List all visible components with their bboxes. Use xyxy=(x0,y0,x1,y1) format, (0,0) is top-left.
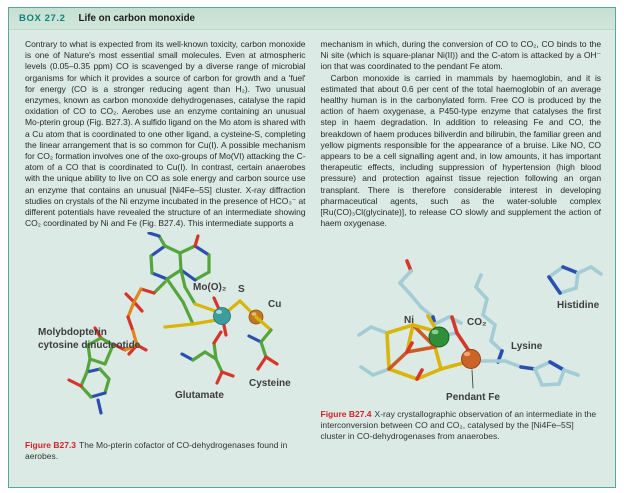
paragraph-left: Contrary to what is expected from its well-known toxicity, carbon monoxide is one of Nature's most essential small molecules. Even at atmospheric levels (0.05–0.35 ppm) CO is scavenged by a diverse range of microbial organisms for which it provides a source of carbon for growth and a 'fuel' for energy (CO is a stronger reducing agent than H₂). Two unusual enzymes, known as carbon monoxide dehydrogenases, catalyse the rapid oxidation of CO to CO₂. Aerobes use an enzyme containing an unusual Mo-pterin group (Fig. B27.3). A sulfido ligand on the Mo atom is shared with a Cu atom that is coordinated to one other ligand, a cysteine-S, completing the linear arrangement that is so common for Cu(I). A possible mechanism for CO₂ formation involves one of the oxo-groups of Mo(VI) attacking the C-atom of a CO that is coordinated to Cu(I). In contrast, certain anaerobes with the unique ability to live on CO as sole energy and carbon source use an enzyme that contains an unusual [Ni4Fe–5S] cluster. X-ray diffraction studies on crystals of the Ni enzyme incubated in the presence of HCO₃⁻ at different potentials have revealed the structure of an intermediate showing CO₂ coordinated by Ni and Fe (Fig. B27.4). This intermediate supports a xyxy=(25,39,306,229)
lysine-label: Lysine xyxy=(510,341,542,353)
cysteine-label: Cysteine xyxy=(249,378,291,390)
figure-b273-caption xyxy=(25,440,306,462)
mo-oxo-label: Mo(O)₂ xyxy=(193,282,227,294)
nickel-label: Ni xyxy=(403,315,414,327)
box-body xyxy=(9,30,615,487)
figure-b274-caption-label: Figure B27.4 xyxy=(320,409,372,420)
figure-b274-caption xyxy=(321,409,602,441)
figure-b274-caption-text: X-ray crystallographic observation of an intermediate in the interconversion between CO and CO₂, catalysed by the [Ni4Fe–5S] cluster in CO-dehydrogenases from anaerobes. xyxy=(320,409,597,442)
sulfur-label: S xyxy=(238,284,245,296)
mo-sphere xyxy=(214,308,231,325)
figure-b273-caption-label: Figure B27.3 xyxy=(25,440,77,451)
dithiolene-mo-center xyxy=(165,270,263,335)
pendant-fe-pointer xyxy=(472,370,473,388)
glutamate-label: Glutamate xyxy=(175,390,224,402)
box-number-label: BOX 27.2 xyxy=(19,13,66,24)
paragraph-right-2: Carbon monoxide is carried in mammals by haemoglobin, and it is estimated that about 0.6 per cent of the total haemoglobin of an average healthy human is in the carbonylated form. Free CO is produced by the action of haem oxygenase, a P450-type enzyme that catalyses the first step in haem degradation. In addition to releasing Fe and CO, the breakdown of haem produces biliverdin and bilirubin, the familiar green and yellow pigments responsible for the appearance of a bruise. Like NO, CO appears to be a cell signalling agent and, in low amounts, it has important therapeutic effects, including suppression of hypertension (high blood pressure) and protection against tissue rejection following an organ transplant. There is therefore considerable interest in developing pharmaceutical agents, such as the water-soluble complex [Ru(CO)₃Cl(glycinate)], to release CO slowly and supplement the action of haem oxygenase. xyxy=(320,72,601,229)
cytosine-ring xyxy=(69,359,109,413)
copper-label: Cu xyxy=(268,299,282,311)
histidine-bottom-residue xyxy=(481,361,578,385)
figure-b274-structure xyxy=(321,257,603,405)
pendant-fe-sphere xyxy=(461,350,480,369)
box-header xyxy=(9,8,615,30)
pterin-ring xyxy=(149,233,209,280)
ni-sphere xyxy=(429,327,449,347)
co2-label: CO₂ xyxy=(466,317,486,329)
molybdopterin-label-line2: cytosine dinucleotide xyxy=(38,340,141,352)
pendant-fe-label: Pendant Fe xyxy=(445,392,500,404)
figure-b273-caption-text: The Mo-pterin cofactor of CO-dehydrogenases found in aerobes. xyxy=(25,440,288,462)
histidine-top-residue xyxy=(549,267,601,293)
phosphate-sugar-chain xyxy=(88,282,165,364)
molybdopterin-label-line1: Molybdopterin xyxy=(38,327,107,339)
glutamate-residue xyxy=(182,332,233,383)
left-column xyxy=(25,39,306,487)
cysteine-residue xyxy=(249,317,277,369)
right-column xyxy=(321,39,602,487)
figure-b273-structure xyxy=(25,232,305,434)
box-title: Life on carbon monoxide xyxy=(78,13,195,24)
box-27-2 xyxy=(8,7,616,488)
histidine-label: Histidine xyxy=(556,300,599,312)
paragraph-right-1: mechanism in which, during the conversion of CO to CO₂, CO binds to the Ni site (which is square-planar Ni(II)) and the C-atom is attacked by a OH⁻ ion that was coordinated to the pendant Fe atom. xyxy=(320,39,601,72)
